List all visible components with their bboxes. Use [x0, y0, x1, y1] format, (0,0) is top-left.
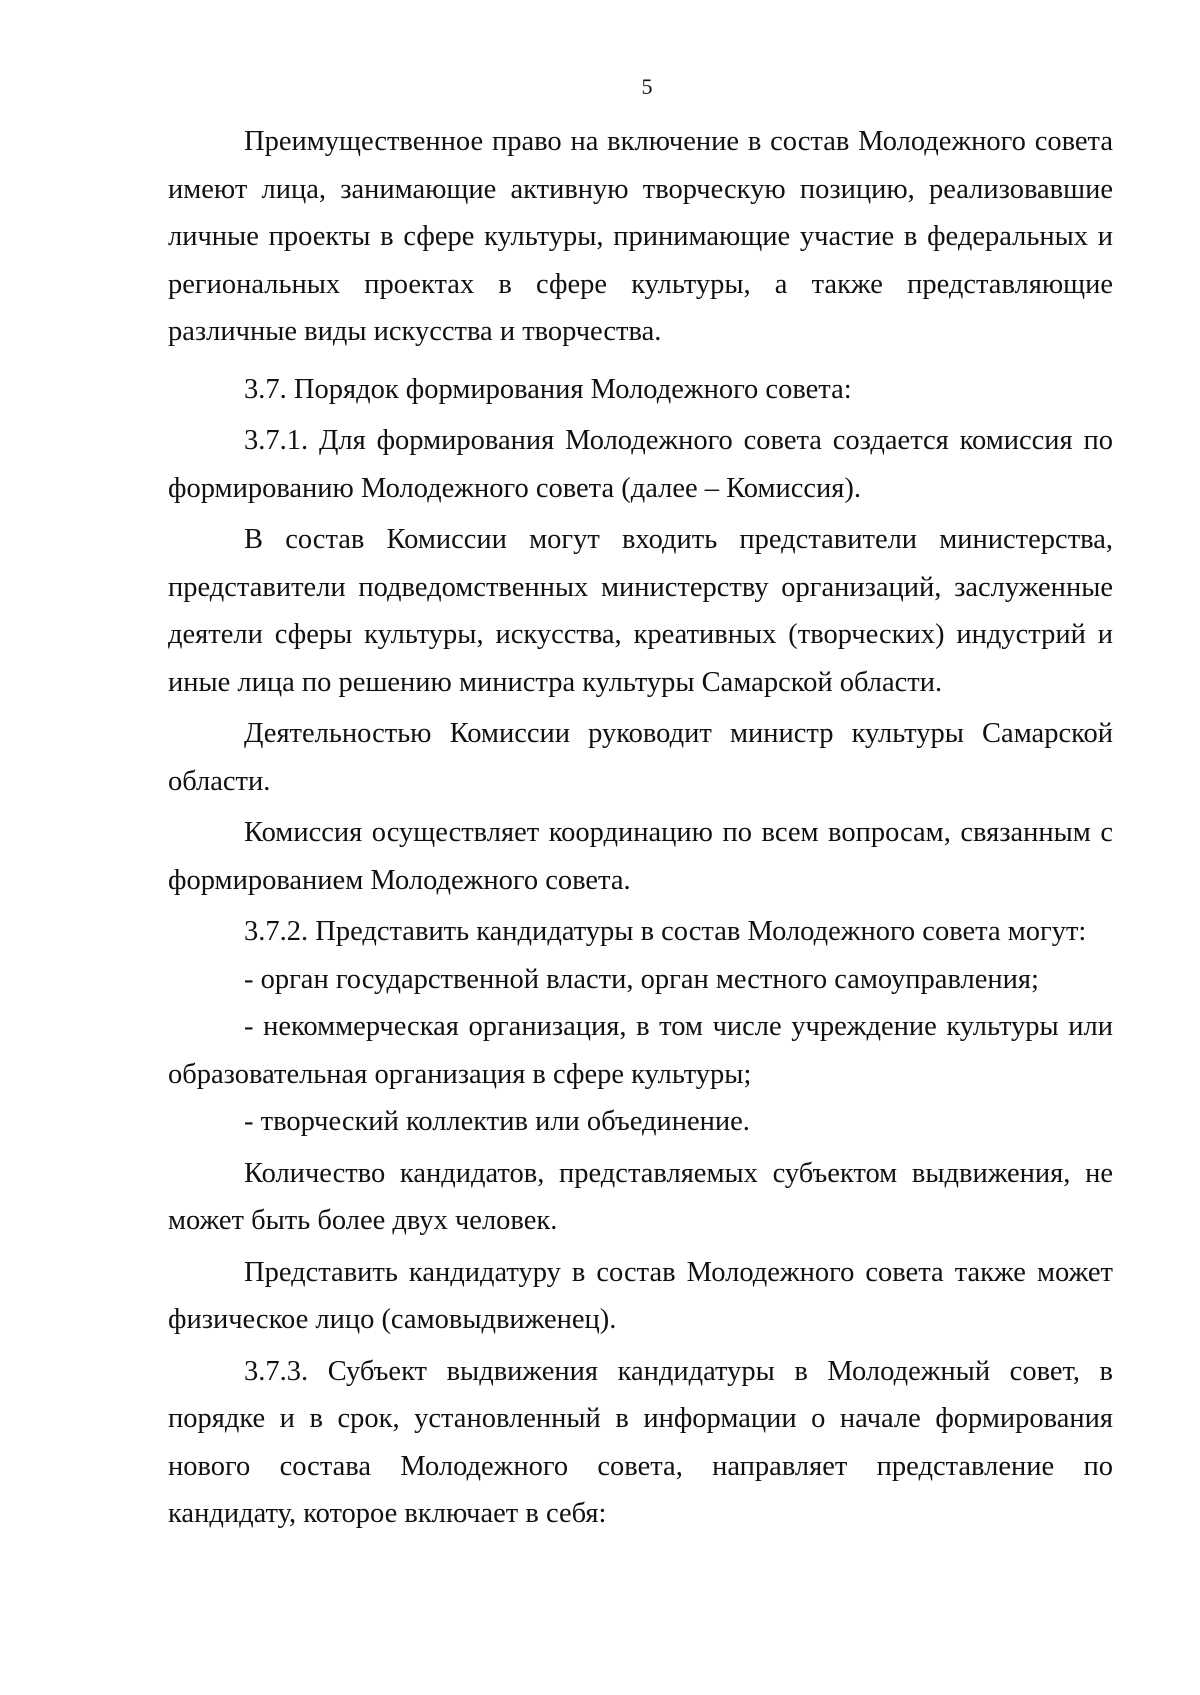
- page-number: 5: [641, 74, 653, 99]
- list-item-government-body: - орган государственной власти, орган местного самоуправления;: [244, 963, 1039, 995]
- paragraph-self-nomination: Представить кандидатуру в состав Молодежного совета также может физическое лицо (самовыдвиженец).: [168, 1256, 1113, 1335]
- paragraph-3-7-3: 3.7.3. Субъект выдвижения кандидатуры в Молодежный совет, в порядке и в срок, установленный в информации о начале формирования нового состава Молодежного совета, направляет представление по кандидату, которое включает в себя:: [168, 1355, 1113, 1529]
- paragraph-3-7-2: 3.7.2. Представить кандидатуры в состав Молодежного совета могут:: [244, 916, 1087, 947]
- document-body: [168, 118, 1113, 1538]
- paragraph-commission-lead: Деятельностью Комиссии руководит министр культуры Самарской области.: [168, 718, 1113, 797]
- paragraph-candidate-limit: Количество кандидатов, представляемых субъектом выдвижения, не может быть более двух человек.: [168, 1157, 1113, 1236]
- paragraph-priority-right: Преимущественное право на включение в состав Молодежного совета имеют лица, занимающие активную творческую позицию, реализовавшие личные проекты в сфере культуры, принимающие участие в федеральных и региональных проектах в сфере культуры, а также представляющие различные виды искусства и творчества.: [168, 126, 1113, 347]
- paragraph-3-7-1: 3.7.1. Для формирования Молодежного совета создается комиссия по формированию Молодежного совета (далее – Комиссия).: [168, 425, 1113, 504]
- paragraph-3-7-heading: 3.7. Порядок формирования Молодежного совета:: [244, 373, 852, 405]
- paragraph-commission-composition: В состав Комиссии могут входить представители министерства, представители подведомственных министерству организаций, заслуженные деятели сферы культуры, искусства, креативных (творческих) индустрий и иные лица по решению министра культуры Самарской области.: [168, 524, 1113, 698]
- list-item-nonprofit-organization: - некоммерческая организация, в том числе учреждение культуры или образовательная организация в сфере культуры;: [168, 1011, 1113, 1090]
- paragraph-commission-coordination: Комиссия осуществляет координацию по всем вопросам, связанным с формированием Молодежного совета.: [168, 817, 1113, 896]
- list-item-creative-collective: - творческий коллектив или объединение.: [244, 1106, 750, 1137]
